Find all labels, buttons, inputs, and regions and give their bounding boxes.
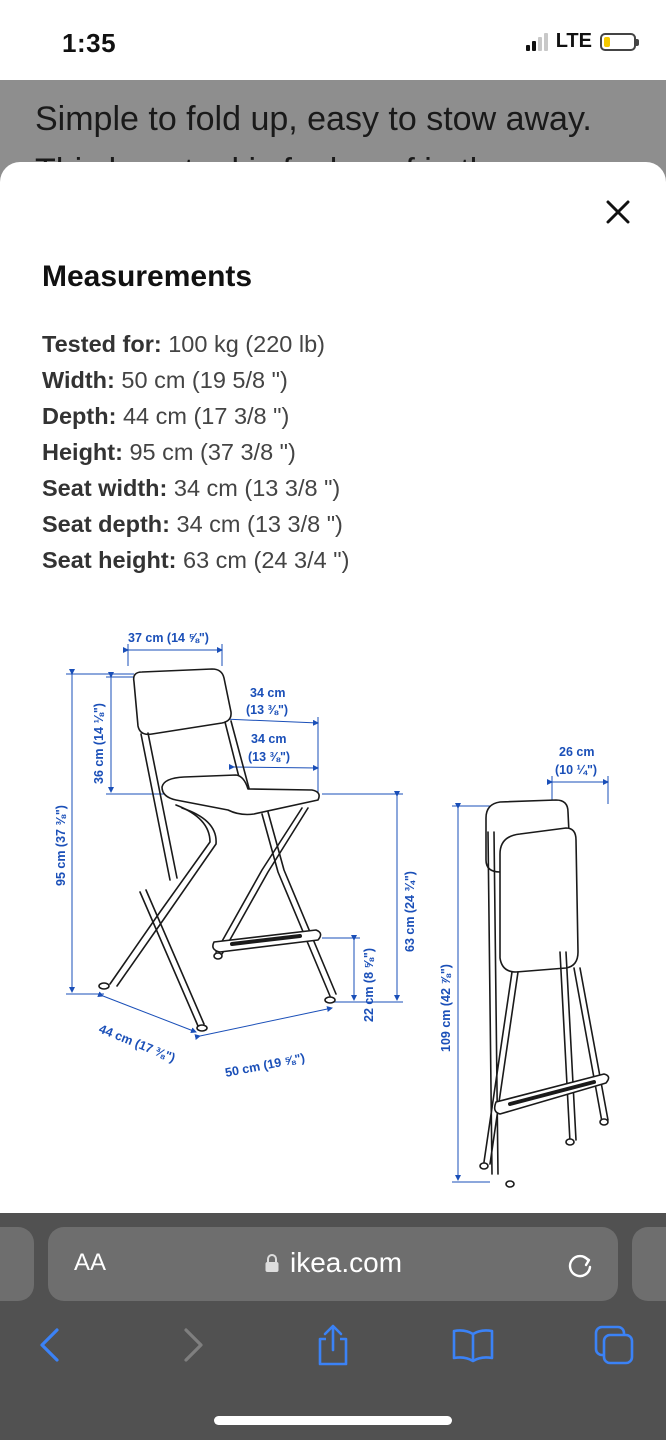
bookmarks-button[interactable] [451,1323,495,1367]
next-tab-pill[interactable] [632,1227,666,1301]
back-button[interactable] [27,1323,71,1367]
reload-icon[interactable] [564,1249,596,1281]
share-icon [313,1323,353,1367]
chevron-left-icon [37,1327,61,1363]
book-icon [451,1327,495,1363]
signal-icon [526,33,548,51]
lock-icon [264,1253,280,1273]
status-bar [0,0,666,80]
sheet-title: Measurements [42,260,253,293]
spec-row-depth: Depth: 44 cm (17 3/8 ") [42,403,290,429]
tabs-icon [593,1324,635,1366]
spec-row-seat-height: Seat height: 63 cm (24 3/4 ") [42,547,350,573]
background-headline: Simple to fold up, easy to stow away. [35,100,592,138]
battery-icon [600,33,636,51]
close-icon [606,200,630,224]
dimension-diagram [0,622,666,1202]
address-bar[interactable] [48,1227,618,1301]
close-button[interactable] [598,192,638,232]
label-seat-depth-in: (13 ⅜") [248,750,291,764]
label-width: 50 cm (19 ⅝") [223,1050,307,1080]
share-button[interactable] [311,1323,355,1367]
label-total-height: 95 cm (37 ⅜") [54,805,68,886]
reader-settings-button[interactable]: AA [74,1249,107,1276]
previous-tab-pill[interactable] [0,1227,34,1301]
label-seat-width-in: (13 ⅜") [246,703,289,717]
label-top-width: 37 cm (14 ⅝") [128,631,209,645]
spec-row-tested-for: Tested for: 100 kg (220 lb) [42,331,325,357]
spec-row-seat-depth: Seat depth: 34 cm (13 3/8 ") [42,511,343,537]
label-folded-width-cm: 26 cm [559,745,595,759]
battery-fill [604,37,610,47]
label-folded-height: 109 cm (42 ⅞") [439,964,453,1052]
label-folded-width-in: (10 ¼") [555,763,598,777]
spec-list [42,326,622,578]
status-time: 1:35 [62,28,117,58]
spec-row-seat-width: Seat width: 34 cm (13 3/8 ") [42,475,341,501]
chevron-right-icon [182,1327,206,1363]
status-indicators [526,30,636,53]
network-label: LTE [555,30,592,52]
home-indicator[interactable] [214,1416,452,1425]
url-text: ikea.com [290,1247,403,1278]
measurements-sheet [0,162,666,1213]
label-seat-height: 63 cm (24 ¾") [403,871,417,952]
spec-row-height: Height: 95 cm (37 3/8 ") [42,439,296,465]
tabs-button[interactable] [592,1323,636,1367]
label-backrest-height: 36 cm (14 ⅛") [92,703,106,784]
forward-button[interactable] [172,1323,216,1367]
label-depth: 44 cm (17 ⅜") [96,1021,178,1066]
label-seat-depth-cm: 34 cm [251,732,287,746]
browser-toolbar [0,1213,666,1440]
url-display[interactable] [264,1247,402,1279]
label-footrest-height: 22 cm (8 ⅝") [362,947,376,1022]
label-seat-width-cm: 34 cm [250,686,286,700]
spec-row-width: Width: 50 cm (19 5/8 ") [42,367,288,393]
